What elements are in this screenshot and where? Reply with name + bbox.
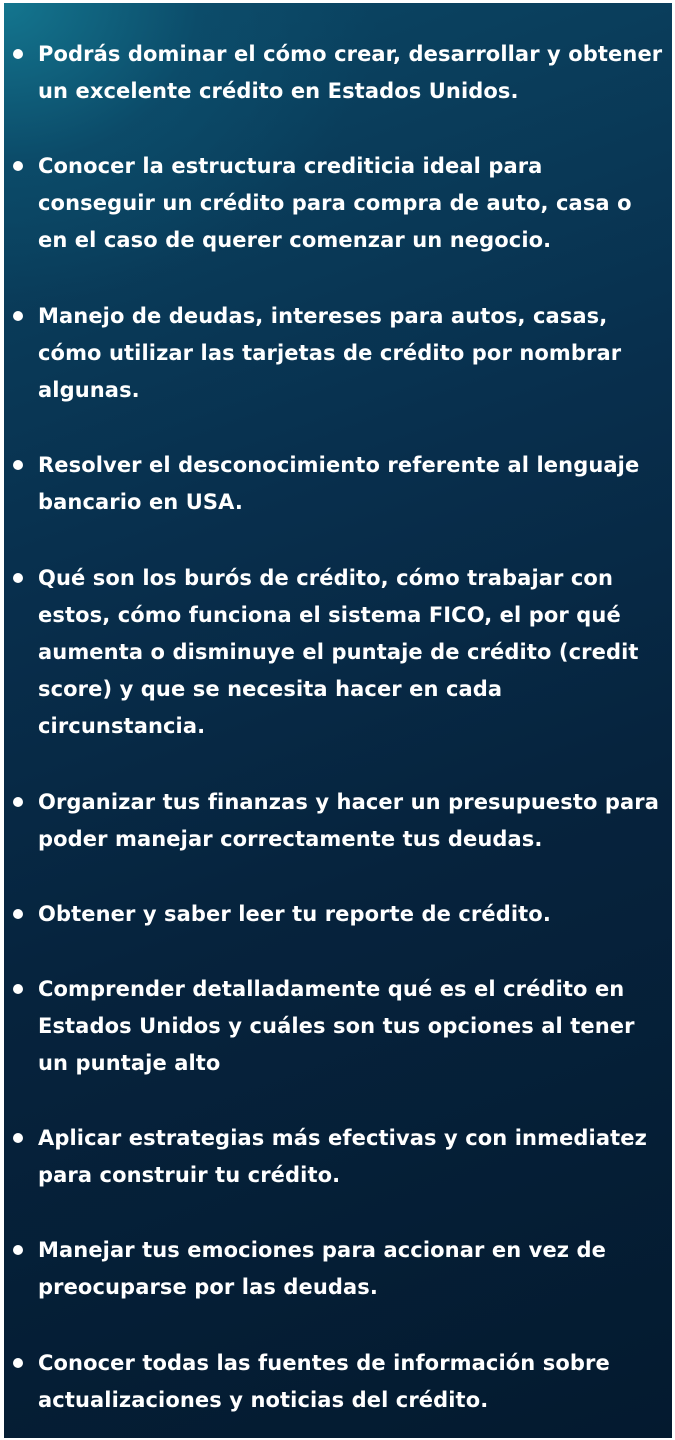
list-item-text: Organizar tus finanzas y hacer un presupuesto para poder manejar correctamente tus deudas. [38, 790, 660, 851]
list-item-text: Conocer todas las fuentes de información sobre actualizaciones y noticias del crédito. [38, 1351, 610, 1412]
list-item-text: Manejar tus emociones para accionar en vez de preocuparse por las deudas. [38, 1238, 606, 1299]
bullet-icon [13, 1133, 23, 1143]
list-item-text: Resolver el desconocimiento referente al lenguaje bancario en USA. [38, 453, 640, 514]
bullet-icon [13, 909, 23, 919]
bullet-icon [13, 161, 23, 171]
bullet-icon [13, 573, 23, 583]
bullet-icon [13, 1358, 23, 1368]
list-item-text: Qué son los burós de crédito, cómo trabajar con estos, cómo funciona el sistema FICO, el por qué aumenta o disminuye el puntaje de crédito (credit score) y que se necesita hacer en cada circunstancia. [38, 566, 639, 738]
list-item-text: Conocer la estructura crediticia ideal para conseguir un crédito para compra de auto, casa o en el caso de querer comenzar un negocio. [38, 154, 632, 252]
list-item-text: Aplicar estrategias más efectivas y con inmediatez para construir tu crédito. [38, 1126, 647, 1187]
bullet-icon [13, 797, 23, 807]
bullet-icon [13, 49, 23, 59]
list-item-text: Comprender detalladamente qué es el crédito en Estados Unidos y cuáles son tus opciones al tener un puntaje alto [38, 977, 635, 1075]
bullet-icon [13, 311, 23, 321]
bullet-icon [13, 460, 23, 470]
list-item-text: Obtener y saber leer tu reporte de crédito. [38, 902, 551, 926]
list-item-text: Manejo de deudas, intereses para autos, casas, cómo utilizar las tarjetas de crédito por nombrar algunas. [38, 304, 622, 402]
bullet-icon [13, 984, 23, 994]
list-item-text: Podrás dominar el cómo crear, desarrollar y obtener un excelente crédito en Estados Unidos. [38, 42, 663, 103]
bullet-icon [13, 1245, 23, 1255]
content-panel [4, 3, 672, 1438]
